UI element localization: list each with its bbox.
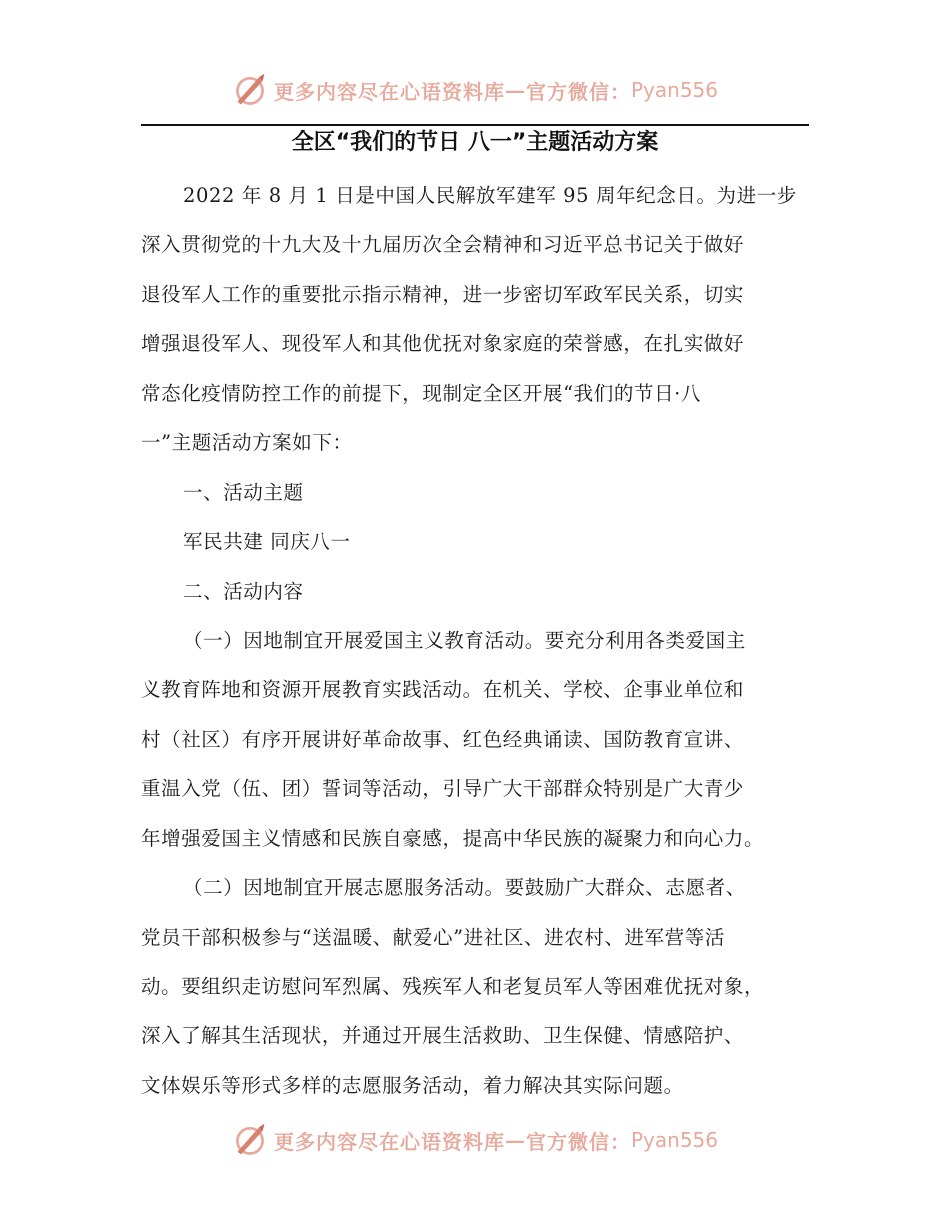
footer-banner — [0, 1118, 950, 1162]
banner-suffix: 官方微信： — [525, 1129, 631, 1154]
body-line: 一”主题活动方案如下： — [141, 431, 353, 455]
pen-logo-icon — [232, 72, 268, 108]
body-line: 2022 年 8 月 1 日是中国人民解放军建军 95 周年纪念日。为进一步 — [183, 184, 797, 207]
body-line: （一）因地制宜开展爱国主义教育活动。要充分利用各类爱国主 — [183, 628, 746, 652]
body-line: 重温入党（伍、团）誓词等活动，引导广大干部群众特别是广大青少 — [141, 777, 745, 801]
pen-logo-icon — [232, 1122, 268, 1158]
body-line: （二）因地制宜开展志愿服务活动。要鼓励广大群众、志愿者、 — [183, 876, 746, 900]
section-heading: 一、活动主题 — [183, 480, 304, 504]
body-line: 文体娱乐等形式多样的志愿服务活动，着力解决其实际问题。 — [141, 1073, 684, 1097]
body-line: 义教育阵地和资源开展教育实践活动。在机关、学校、企事业单位和 — [141, 678, 745, 702]
body-line: 党员干部积极参与“送温暖、献爱心”进社区、进农村、进军营等活 — [141, 925, 725, 949]
section-heading: 二、活动内容 — [183, 579, 304, 603]
banner-text: 更多内容尽在心语资料库 — [273, 1129, 505, 1154]
document-body — [141, 178, 809, 1117]
banner-wechat: Pyan556 — [630, 1128, 718, 1152]
theme-text: 军民共建 同庆八一 — [183, 530, 351, 554]
banner-dash: — — [504, 78, 526, 102]
body-line: 退役军人工作的重要批示指示精神，进一步密切军政军民关系，切实 — [141, 282, 745, 306]
banner-dash: — — [504, 1128, 526, 1152]
body-line: 村（社区）有序开展讲好革命故事、红色经典诵读、国防教育宣讲、 — [141, 727, 745, 751]
body-line: 增强退役军人、现役军人和其他优抚对象家庭的荣誉感，在扎实做好 — [141, 332, 745, 356]
body-line: 动。要组织走访慰问军烈属、残疾军人和老复员军人等困难优抚对象， — [141, 975, 765, 998]
document-title: 全区“我们的节日 八一”主题活动方案 — [291, 130, 659, 155]
banner-wechat: Pyan556 — [630, 78, 718, 102]
body-line: 深入了解其生活现状，并通过开展生活救助、卫生保健、情感陪护、 — [141, 1024, 745, 1048]
banner-text: 更多内容尽在心语资料库 — [273, 79, 505, 104]
body-line: 深入贯彻党的十九大及十九届历次全会精神和习近平总书记关于做好 — [141, 233, 745, 257]
banner-suffix: 官方微信： — [525, 79, 631, 104]
body-line: 年增强爱国主义情感和民族自豪感，提高中华民族的凝聚力和向心力。 — [141, 826, 765, 850]
header-banner — [0, 68, 950, 112]
body-line: 常态化疫情防控工作的前提下，现制定全区开展“我们的节日·八 — [141, 381, 702, 405]
